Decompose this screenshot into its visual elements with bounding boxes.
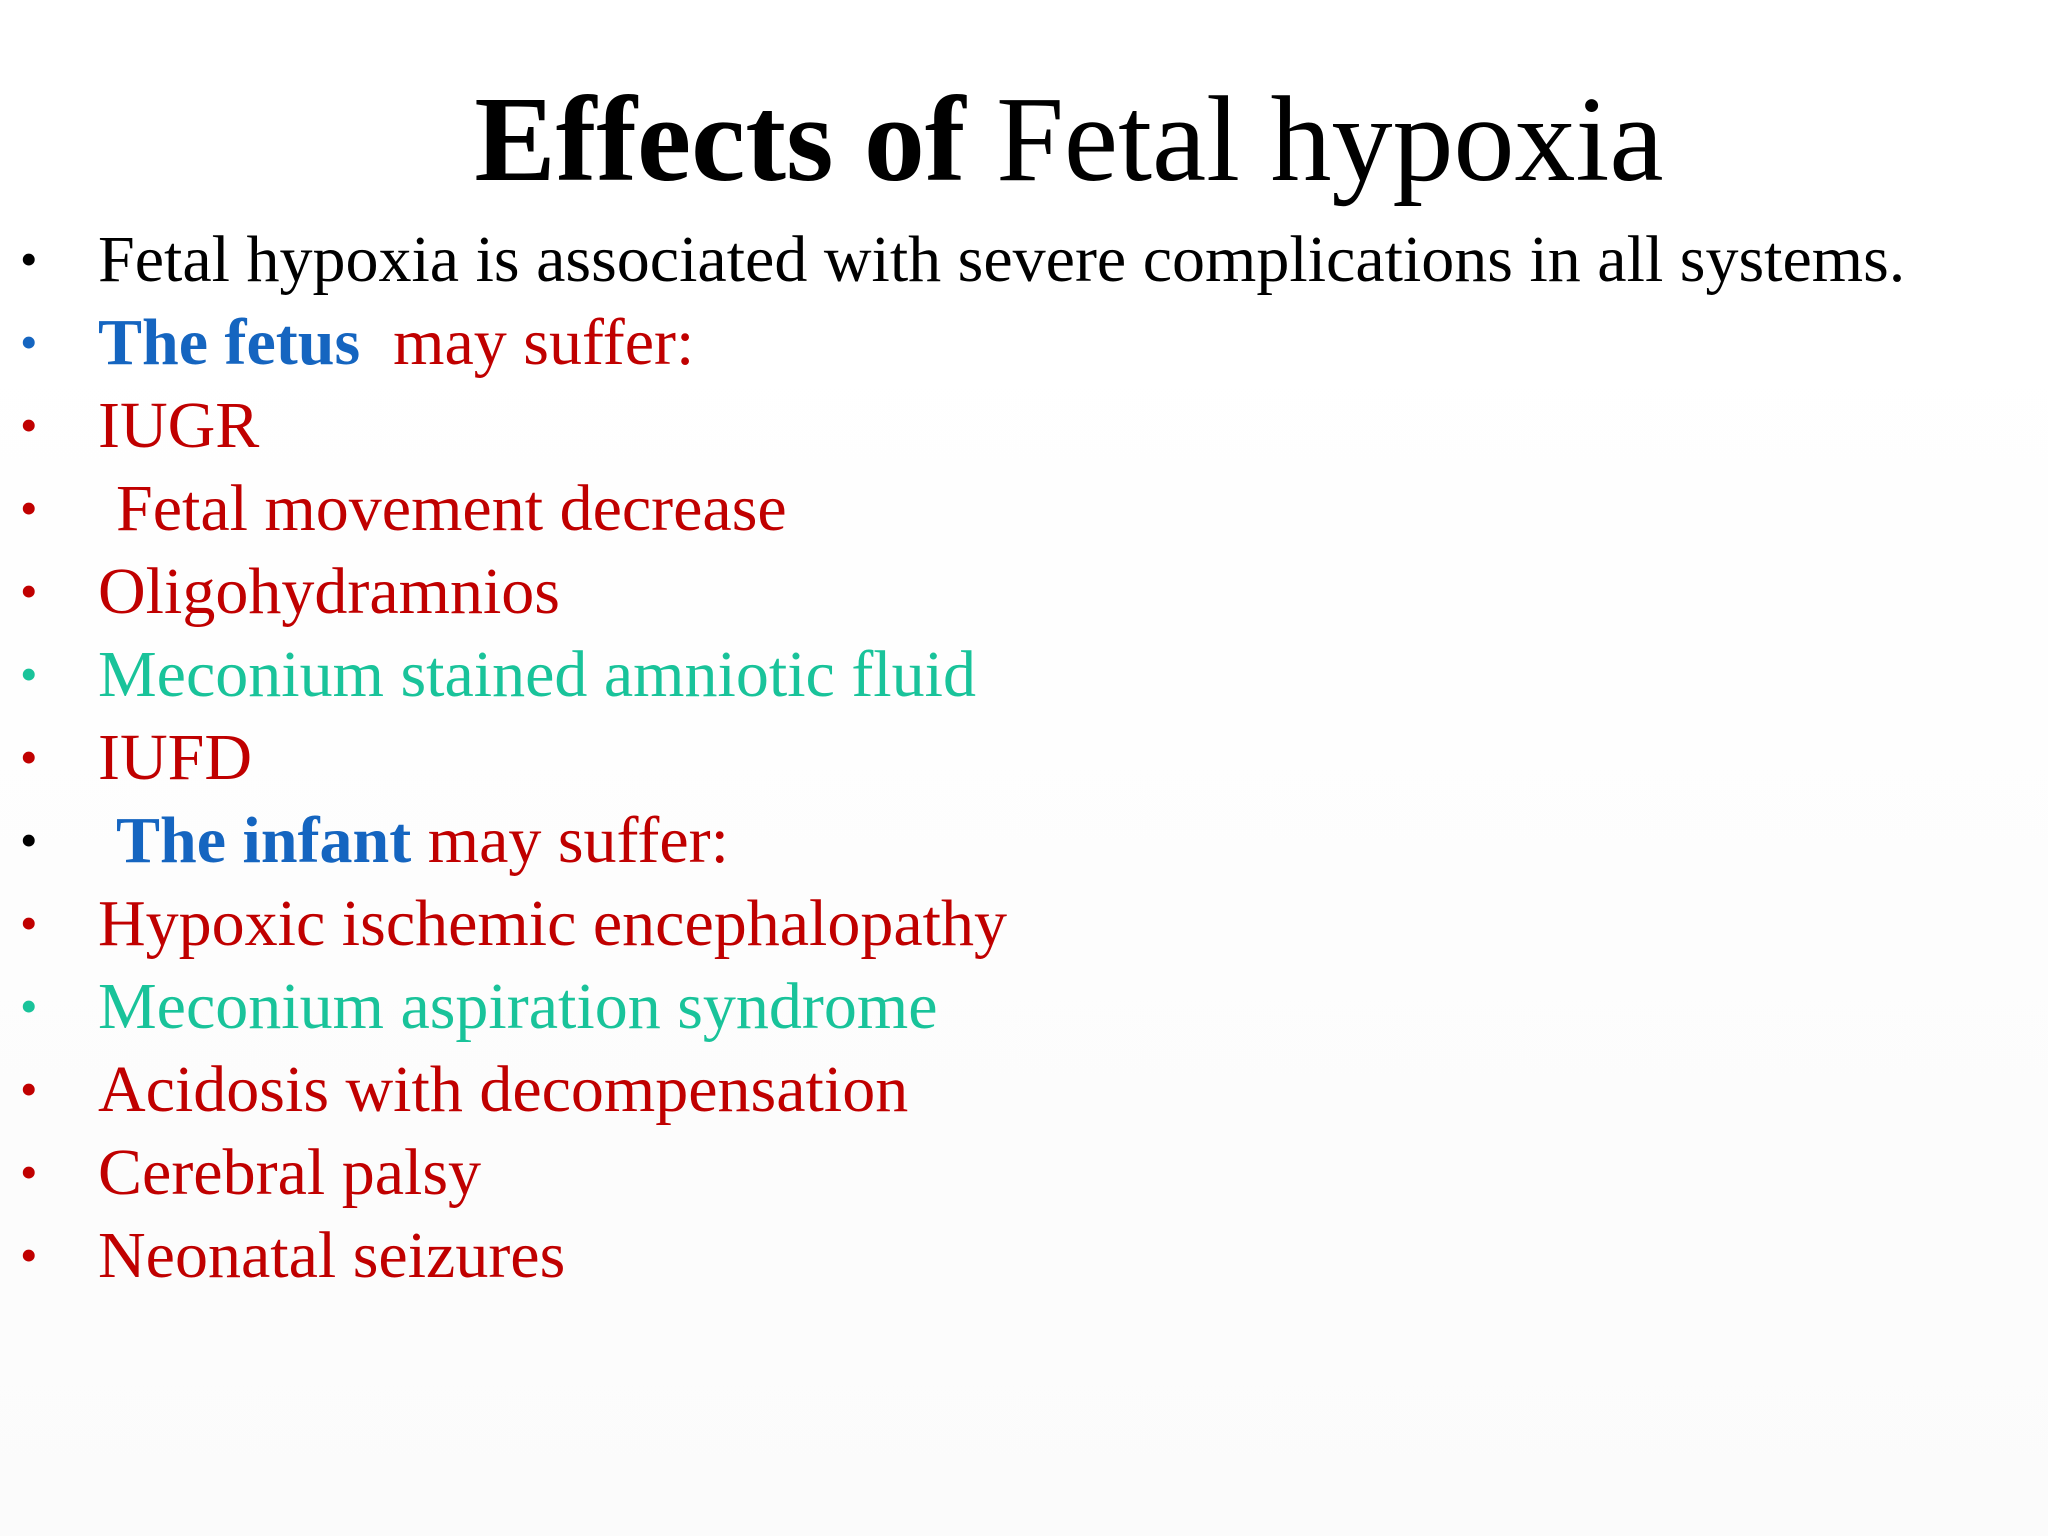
bullet-body-text: may suffer: <box>411 804 729 877</box>
bullet-icon: • <box>20 314 38 370</box>
bullet-body-text: Oligohydramnios <box>98 555 560 628</box>
bullet-lead-text: The fetus <box>98 306 361 379</box>
bullet-body-text: Meconium aspiration syndrome <box>98 970 938 1043</box>
bullet-body-text: Neonatal seizures <box>98 1219 566 1292</box>
bullet-body-text: IUFD <box>98 721 253 794</box>
bullet-icon: • <box>20 231 38 287</box>
title-bold-part: Effects of <box>474 72 966 207</box>
bullet-text <box>98 1131 481 1214</box>
bullet-text <box>98 218 1905 301</box>
bullet-body-text: IUGR <box>98 389 260 462</box>
bullet-text <box>98 1214 565 1297</box>
bullet-icon: • <box>20 397 38 453</box>
bullet-text <box>98 550 560 633</box>
bullet-icon: • <box>20 1144 38 1200</box>
bullet-body-text: Fetal movement decrease <box>116 472 787 545</box>
bullet-icon: • <box>20 1061 38 1117</box>
bullet-body-text: Acidosis with decompensation <box>98 1053 909 1126</box>
bullet-body-text: Cerebral palsy <box>98 1136 482 1209</box>
bullet-text <box>98 384 259 467</box>
bullet-text <box>98 1048 908 1131</box>
bullet-icon: • <box>20 1227 38 1283</box>
slide-title <box>0 70 2048 210</box>
bullet-text <box>116 799 729 882</box>
bullet-body-text: Hypoxic ischemic encephalopathy <box>98 887 1008 960</box>
bullet-body-text: Fetal hypoxia is associated with severe complications in all systems. <box>98 223 1906 296</box>
bullet-icon: • <box>20 978 38 1034</box>
bullet-icon: • <box>20 480 38 536</box>
bullet-icon: • <box>20 812 38 868</box>
bullet-body-text: Meconium stained amniotic fluid <box>98 638 976 711</box>
bullet-text <box>98 882 1007 965</box>
bullet-icon: • <box>20 729 38 785</box>
bullet-icon: • <box>20 895 38 951</box>
bullet-text <box>98 965 938 1048</box>
bullet-body-text: may suffer: <box>360 306 695 379</box>
bullet-lead-text: The infant <box>116 804 412 877</box>
bullet-text <box>116 467 787 550</box>
title-normal-part: Fetal hypoxia <box>996 72 1664 207</box>
bullet-text <box>98 716 252 799</box>
bullet-text <box>98 633 976 716</box>
bullet-icon: • <box>20 646 38 702</box>
bullet-text <box>98 301 694 384</box>
bullet-icon: • <box>20 563 38 619</box>
